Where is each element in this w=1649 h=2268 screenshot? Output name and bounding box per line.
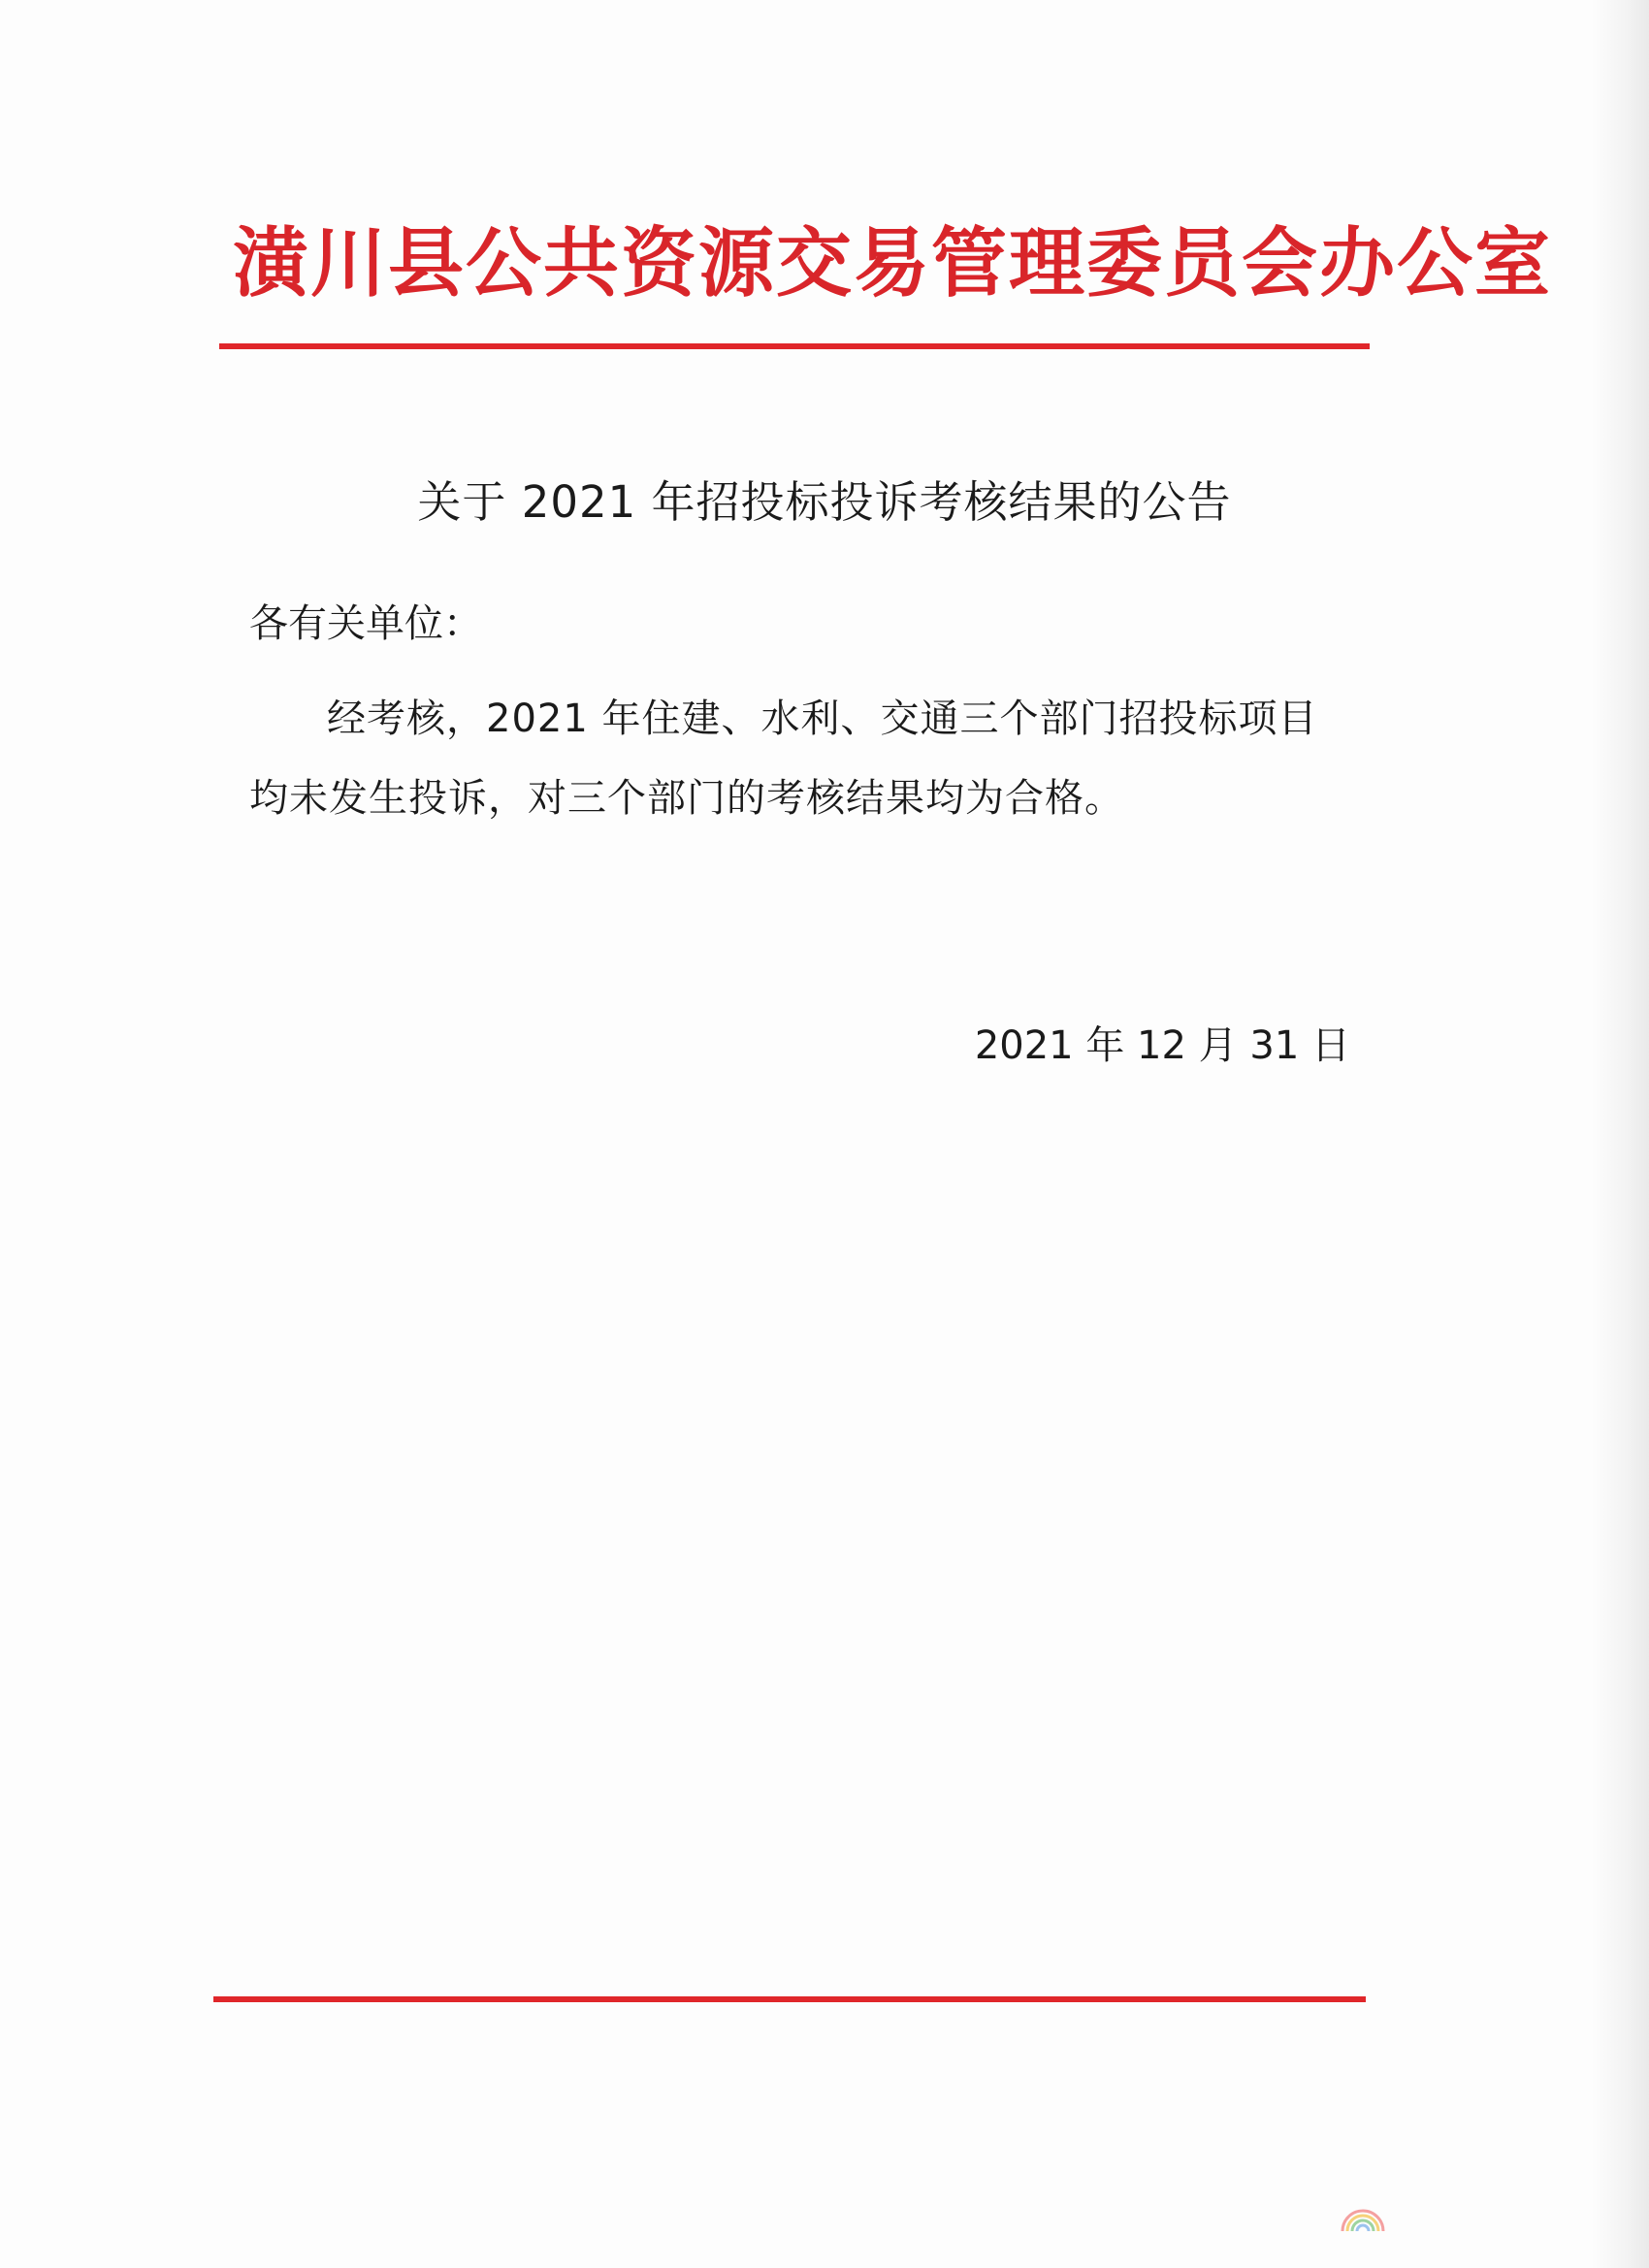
header-red-rule — [219, 343, 1370, 349]
scan-edge-shadow — [1591, 0, 1649, 2268]
footer-red-rule — [213, 1996, 1366, 2002]
notice-body: 经考核，2021 年住建、水利、交通三个部门招投标项目均未发生投诉，对三个部门的考核结果均为合格。 — [249, 697, 1318, 821]
rainbow-logo-icon — [1337, 2202, 1389, 2235]
notice-date: 2021 年 12 月 31 日 — [974, 1023, 1350, 1068]
notice-salutation: 各有关单位： — [249, 601, 482, 646]
document-header-org-name: 潢川县公共资源交易管理委员会办公室 — [233, 219, 1553, 308]
notice-title: 关于 2021 年招投标投诉考核结果的公告 — [417, 476, 1232, 528]
